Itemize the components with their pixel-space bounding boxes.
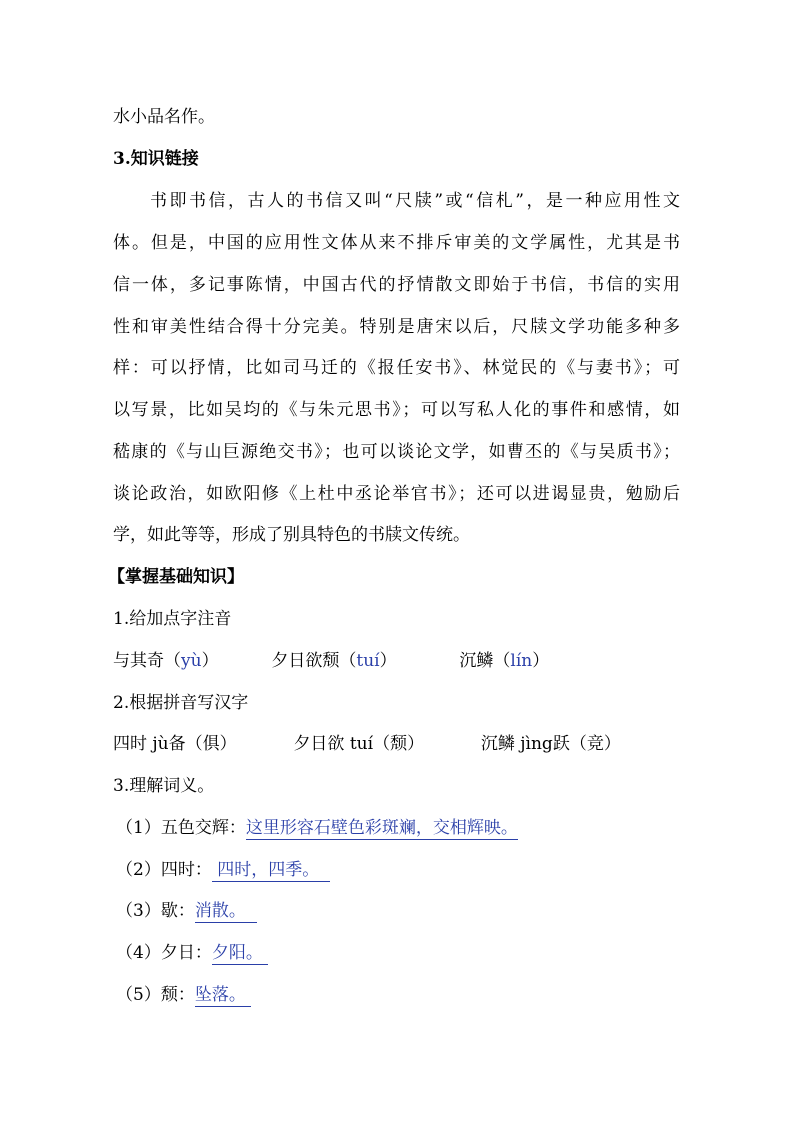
- pinyin-answer: lín: [510, 651, 533, 671]
- paragraph-line: 书即书信，古人的书信又叫“尺牍”或“信札”，是一种应用性文: [150, 191, 680, 211]
- definition-answer: 坠落。: [194, 985, 252, 1005]
- definition-answer: 这里形容石壁色彩斑斓，交相辉映。: [245, 818, 518, 838]
- section-heading-knowledge-link: 3.知识链接: [113, 149, 199, 169]
- definition-item: [116, 940, 268, 966]
- hanzi-item: 夕日欲 tuí（颓）: [293, 734, 425, 754]
- pinyin-item: 与其奇（yù）: [113, 651, 219, 671]
- hanzi-answer: 颓: [390, 734, 408, 754]
- definition-item: [116, 815, 518, 841]
- definition-label: （2）四时：: [116, 860, 212, 880]
- pinyin-item: 沉鳞（lín）: [459, 651, 550, 671]
- pinyin-answer: yù: [181, 651, 202, 671]
- section-heading-basics: 【掌握基础知识】: [108, 567, 244, 587]
- paragraph-line: 以写景，比如吴均的《与朱元思书》；可以写私人化的事件和感情，如: [113, 400, 680, 420]
- pinyin-row: [113, 648, 549, 674]
- definition-answer: 消散。: [194, 901, 257, 921]
- definition-item: [116, 982, 251, 1008]
- hanzi-item: 四时 jù备（俱）: [113, 734, 237, 754]
- pinyin-item: 夕日欲颓（tuí）: [271, 651, 397, 671]
- paragraph-line: 性和审美性结合得十分完美。特别是唐宋以后，尺牍文学功能多种多: [113, 317, 680, 337]
- definition-answer: 四时，四季。: [211, 860, 331, 880]
- question-title: 3.理解词义。: [113, 776, 215, 796]
- definition-item: [116, 898, 257, 924]
- definition-label: （1）五色交辉：: [116, 818, 246, 838]
- question-title: 1.给加点字注音: [113, 609, 232, 629]
- definition-label: （4）夕日：: [116, 943, 212, 963]
- definition-label: （5）颓：: [116, 985, 195, 1005]
- paragraph-line: 样：可以抒情，比如司马迁的《报任安书》、林觉民的《与妻书》；可: [113, 358, 680, 378]
- definition-answer: 夕阳。: [211, 943, 269, 963]
- paragraph-line: 体。但是，中国的应用性文体从来不排斥审美的文学属性，尤其是书: [113, 233, 680, 253]
- paragraph-line: 学，如此等等，形成了别具特色的书牍文传统。: [113, 525, 470, 545]
- question-title: 2.根据拼音写汉字: [113, 693, 249, 713]
- paragraph-line: 谈论政治，如欧阳修《上杜中丞论举官书》；还可以进谒显贵，勉励后: [113, 484, 680, 504]
- pinyin-answer: tuí: [356, 651, 380, 671]
- definition-label: （3）歇：: [116, 901, 195, 921]
- paragraph-line: 嵇康的《与山巨源绝交书》；也可以谈论文学，如曹丕的《与吴质书》；: [113, 442, 680, 462]
- hanzi-answer: 竞: [586, 734, 604, 754]
- hanzi-row: [113, 731, 621, 757]
- definition-item: [116, 857, 330, 883]
- hanzi-item: 沉鳞 jìng跃（竞）: [480, 734, 621, 754]
- intro-tail: 水小品名作。: [113, 107, 215, 127]
- hanzi-answer: 俱: [202, 734, 220, 754]
- paragraph-line: 信一体，多记事陈情，中国古代的抒情散文即始于书信，书信的实用: [113, 275, 680, 295]
